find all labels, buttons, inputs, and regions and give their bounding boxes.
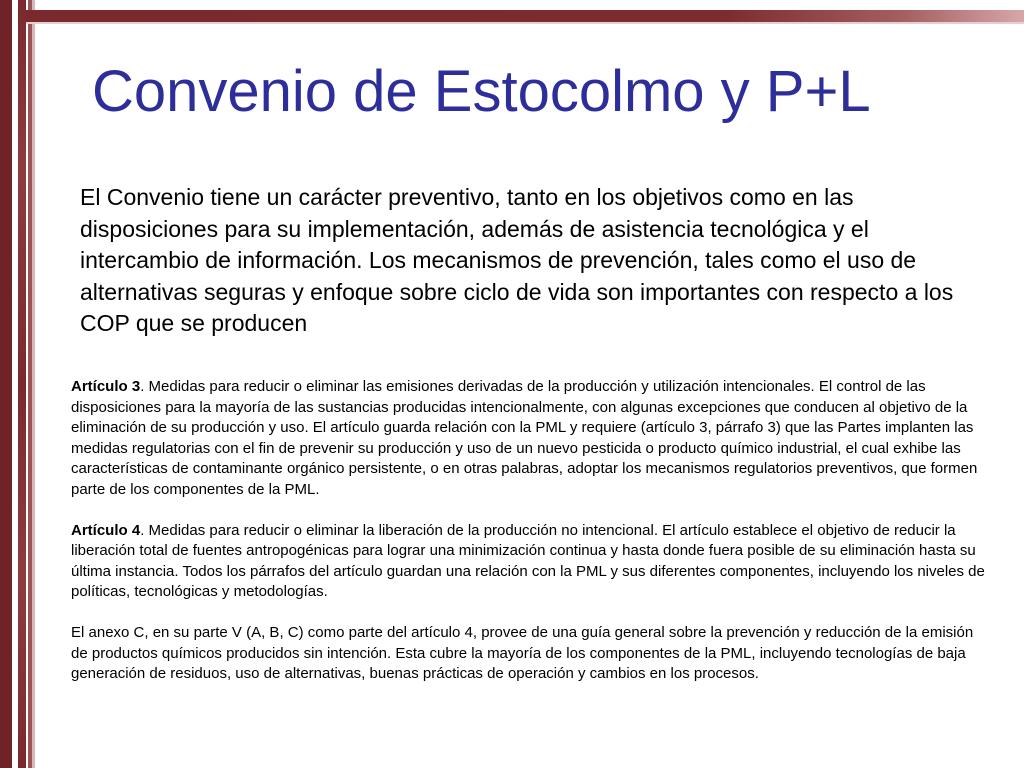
article-3-heading: Artículo 3 xyxy=(71,378,141,395)
left-decorative-bar xyxy=(0,0,12,768)
article-3-paragraph xyxy=(71,377,991,500)
article-4-text: . Medidas para reducir o eliminar la liberación de la producción no intencional. El artículo establece el objetivo de reducir la liberación total de fuentes antropogénicas para lograr una minimización continua y hasta donde fuera posible de su eliminación hasta su última instancia. Todos los párrafos del artículo guardan una relación con la PML y sus diferentes componentes, incluyendo los niveles de políticas, tecnológicas y metodologías. xyxy=(71,521,985,600)
article-4-heading: Artículo 4 xyxy=(71,521,141,539)
top-decorative-bar-edge xyxy=(26,22,1024,24)
left-decorative-bar-inner xyxy=(32,0,35,768)
slide-body xyxy=(71,377,991,685)
article-4-paragraph xyxy=(71,521,991,603)
intro-paragraph: El Convenio tiene un carácter preventivo, tanto en los objetivos como en las disposiciones para su implementación, además de asistencia tecnológica y el intercambio de información. Los mecanismos de prevención, tales como el uso de alternativas seguras y enfoque sobre ciclo de vida son importantes con respecto a los COP que se producen xyxy=(80,184,954,336)
left-decorative-bar-mid xyxy=(18,0,26,768)
top-decorative-bar xyxy=(26,10,1024,22)
paragraph-spacer xyxy=(71,500,991,521)
article-3-text: . Medidas para reducir o eliminar las emisiones derivadas de la producción y utilización intencionales. El control de las disposiciones para la mayoría de las sustancias producidas intencionalmente, con algunas excepciones que conducen al objetivo de la eliminación de su producción y uso. El artículo guarda relación con la PML y requiere (artículo 3, párrafo 3) que las Partes implanten las medidas regulatorias con el fin de prevenir su producción y uso de un nuevo pesticida o producto químico industrial, el cual exhibe las características de contaminante orgánico persistente, o en otras palabras, adoptar los mecanismos regulatorios preventivos, que formen parte de los componentes de la PML. xyxy=(71,378,978,498)
paragraph-spacer xyxy=(71,603,991,624)
annex-paragraph: El anexo C, en su parte V (A, B, C) como parte del artículo 4, provee de una guía general sobre la prevención y reducción de la emisión de productos químicos producidos sin intención. Esta cubre la mayoría de los componentes de la PML, incluyendo tecnologías de baja generación de residuos, uso de alternativas, buenas prácticas de operación y cambios en los procesos. xyxy=(71,624,974,682)
slide-title: Convenio de Estocolmo y P+L xyxy=(92,59,871,124)
